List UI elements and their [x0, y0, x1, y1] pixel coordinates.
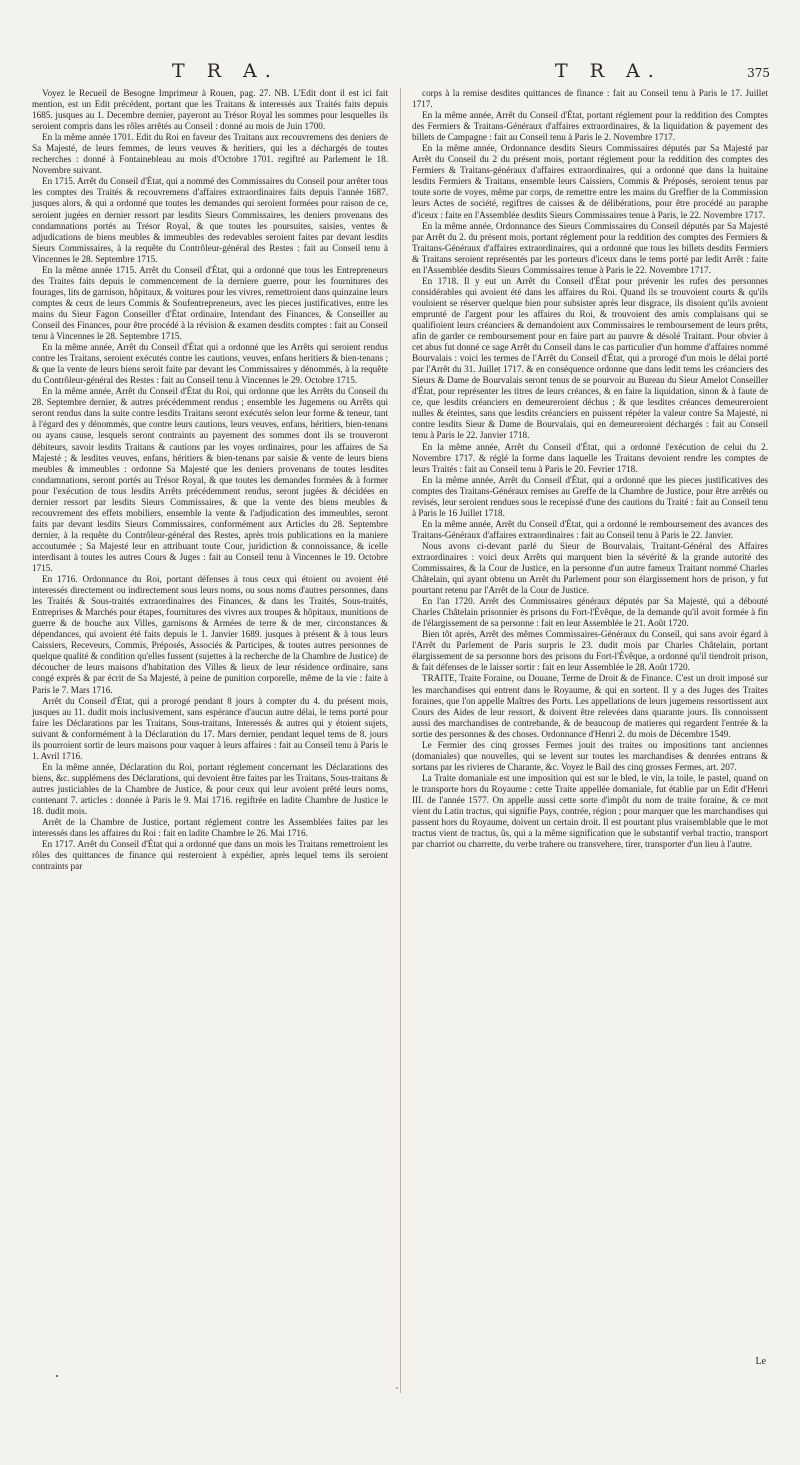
right-column-paragraph: En 1718. Il y eut un Arrêt du Conseil d'État pour prévenir les rufes des personnes considérables qui avoient été dans les affaires du Roi. Quand ils se trouvoient courts & qu'ils vouloient se réserver quelque bien pour subsister après leur disgrace, ils disoient qu'ils avoient emprunté de l'argent pour les affaires du Roi, & trouvoient des amis complaisans qui se qualifioient leurs créanciers & demandoient aux Commissaires le remboursement de leurs prêts, afin de garder ce remboursement pour en faire part au pauvre & désolé Traitant. Pour obvier à cet abus fut donné ce sage Arrêt du Conseil dans le cas particulier d'un homme d'affaires nommé Bourvalais : voici les termes de l'Arrêt du Conseil d'État, qui a prorogé d'un mois le délai porté par l'Arrêt du 31. Juillet 1717. & en conséquence ordonne que dans ledit tems les créanciers des Sieurs & Dame de Bourvalais seront tenus de se pourvoir au Bureau du Sieur Amelot Conseiller d'État, pour représenter les titres de leurs créances, & en faire la liquidation, sinon & à faute de ce, que lesdits créanciers en demeureroient déchus ; & que lesdites créances demeureroient nulles & éteintes, sans que lesdits créanciers en puissent répéter la valeur contre Sa Majesté, ni contre lesdits Sieur & Dame de Bourvalais, qui en demeureroient déchargés : fait au Conseil tenu à Paris le 22. Janvier 1718.	[412, 275, 768, 441]
ink-speck	[396, 1387, 398, 1389]
catchword: Le	[755, 1356, 766, 1367]
right-column-paragraph: En la même année, Ordonnance des Sieurs Commissaires du Conseil députés par Sa Majesté par Arrêt du 2. du présent mois, portant réglement pour la reddition des comptes des Fermiers & Traitans-Généraux d'affaires extraordinaires, qui a ordonné que tous les billets desdits Fermiers & Traitans seroient représentés par les porteurs d'iceux dans le tems porté par ledit Arrêt : faite en l'Assemblée desdits Sieurs Commissaires tenue à Paris le 22. Novembre 1717.	[412, 220, 768, 275]
running-head-right: T R A.	[555, 60, 662, 82]
right-column-paragraph: En la même année, Arrêt du Conseil d'État, qui a ordonné le remboursement des avances des Traitans-Généraux d'affaires extraordinaires : fait au Conseil tenu à Paris le 22. Janvier.	[412, 518, 768, 540]
right-column-paragraph: En la même année, Ordonnance desdits Sieurs Commissaires députés par Sa Majesté par Arrêt du Conseil du 2 du présent mois, portant réglement pour la reddition des comptes des Fermiers & Traitans-généraux d'affaires extraordinaires, qui a ordonné que dans la huitaine lesdits Fermiers & Traitans, ensemble leurs Caissiers, Commis & Préposés, seroient tenus par toute sorte de voyes, même par corps, de remettre entre les mains du Greffier de la Commission leurs Actes de société, regiftres de caisses & de délibérations, pour être procédé au paraphe d'iceux : faite en l'Assemblée desdits Sieurs Commissaires tenue à Paris, le 22. Novembre 1717.	[412, 143, 768, 220]
right-column-paragraph: En la même année, Arrêt du Conseil d'État, portant réglement pour la reddition des Comptes des Fermiers & Traitans-Généraux d'affaires extraordinaires, & la liquidation & payement des billets de Campagne : fait au Conseil tenu à Paris le 2. Novembre 1717.	[412, 110, 768, 143]
left-column-paragraph: Voyez le Recueil de Besogne Imprimeur à Rouen, pag. 27. NB. L'Edit dont il est ici fait mention, est un Edit précédent, portant que les Traitans & interessés aux Traités faits depuis 1685. jusques au 1. Decembre dernier, payeront au Trésor Royal les sommes pour lesquelles ils seroient compris dans les rôles arrêtés au Conseil : donné au mois de Juin 1700.	[32, 88, 388, 132]
right-column-paragraph: corps à la remise desdites quittances de finance : fait au Conseil tenu à Paris le 17. Juillet 1717.	[412, 88, 768, 110]
left-column-paragraph: Arrêt de la Chambre de Justice, portant réglement contre les Assemblées faites par les interessés dans les affaires du Roi : fait en ladite Chambre le 26. Mai 1716.	[32, 817, 388, 839]
left-column-paragraph: Arrêt du Conseil d'État, qui a prorogé pendant 8 jours à compter du 4. du présent mois, jusques au 11. dudit mois inclusivement, sans espérance d'aucun autre délai, le tems porté pour faire les Déclarations par les Traitans, Sous-traitans, Interessés & autres qui y étoient sujets, suivant & conformément à la Déclaration du 17. Mars dernier, pendant lequel tems de 8. jours ils pourroient sortir de leurs maisons pour vaquer à leurs affaires : fait au Conseil tenu à Paris le 1. Avril 1716.	[32, 695, 388, 761]
left-column-paragraph: En la même année 1701. Edit du Roi en faveur des Traitans aux recouvremens des deniers de Sa Majesté, de leurs femmes, de leurs veuves & heritiers, qui les a déchargés de toutes recherches : donné à Fontainebleau au mois d'Octobre 1701. regiftré au Parlement le 18. Novembre suivant.	[32, 132, 388, 176]
page-number: 375	[747, 66, 770, 80]
right-column-paragraph: La Traite domaniale est une imposition qui est sur le bled, le vin, la toile, le pastel, quand on le transporte hors du Royaume : cette Traite appellée domaniale, fut établie par un Edit d'Henri III. de l'année 1577. On appelle aussi cette sorte d'impôt du nom de traite foraine, & ce mot vient du Latin tractus, qui signifie Pays, contrée, région ; pour marquer que les marchandises qui passent hors du Royaume, doivent un certain droit. Il est pourtant plus vraisemblable que le mot tractus vient de tractus, ûs, qui a la même signification que le substantif verbal tractio, transport par charriot ou charrette, du verbe trahere ou transvehere, tirer, transporter d'un lieu à l'autre.	[412, 772, 768, 850]
right-column-paragraph: Nous avons ci-devant parlé du Sieur de Bourvalais, Traitant-Général des Affaires extraordinaires : voici deux Arrêts qui marquent bien la sévérité & la grande autorité des Commissaires, & la Cour de Justice, en la personne d'un autre fameux Traitant nommé Charles Châtelain, qui ayant obtenu un Arrêt du Parlement pour son élargissement hors de prison, y fut pourtant retenu par l'Arrêt de la Cour de Justice.	[412, 540, 768, 596]
right-column-paragraph: TRAITE, Traite Foraine, ou Douane, Terme de Droit & de Finance. C'est un droit imposé sur les marchandises qui entrent dans le Royaume, & qui en sortent. Il y a des Juges des Traites foraines, que l'on appelle Maîtres des Ports. Les appellations de leurs jugemens ressortissent aux Cours des Aides de leur ressort, & doivent être relevées dans quarante jours. Ils connoissent aussi des marchandises de contrebande, & de beaucoup de matieres qui regardent l'entrée & la sortie des personnes & des choses. Ordonnance d'Henri 2. du mois de Décembre 1549.	[412, 673, 768, 739]
running-head-left: T R A.	[172, 60, 279, 82]
right-column-paragraph: Le Fermier des cinq grosses Fermes jouit des traites ou impositions tant anciennes (domaniales) que nouvelles, qui se levent sur toutes les marchandises & denrées entrans & sortans par les rivieres de Charante, &c. Voyez le Bail des cinq grosses Fermes, art. 207.	[412, 739, 768, 772]
right-column-paragraph: En la même année, Arrêt du Conseil d'État, qui a ordonné que les pieces justificatives des comptes des Traitans-Généraux remises au Greffe de la Chambre de Justice, pour être arrêtés ou revisés, leur seroient rendues sous le recepissé d'une des cautions du Traité : fait au Conseil tenu à Paris le 16 Juillet 1718.	[412, 474, 768, 518]
right-column-paragraph: Bien tôt après, Arrêt des mêmes Commissaires-Généraux du Conseil, qui sans avoir égard à l'Arrêt du Parlement de Paris surpris le 23. dudit mois par Charles Châtelain, portant élargissement de sa personne hors des prisons du Fort-l'Évêque, a ordonné qu'il tiendroit prison, & fait défenses de le laisser sortir : fait en leur Assemblée le 28. Août 1720.	[412, 629, 768, 673]
left-column-paragraph: En la même année, Déclaration du Roi, portant réglement concernant les Déclarations des biens, &c. supplémens des Déclarations, qui devoient être faites par les Traitans, Sous-traitans & autres justiciables de la Chambre de Justice, & pour ceux qui leur avoient prêté leurs noms, contenant 7. articles : donnée à Paris le 9. Mai 1716. regiftrée en ladite Chambre de Justice le 18. dudit mois.	[32, 761, 388, 817]
right-column-paragraph: En l'an 1720. Arrêt des Commissaires généraux députés par Sa Majesté, qui a débouté Charles Châtelain prisonnier ès prisons du Fort-l'Évêque, de la demande qu'il avoit formée à fin de l'élargissement de sa personne : fait en leur Assemblée le 21. Août 1720.	[412, 596, 768, 629]
left-column-paragraph: En 1716. Ordonnance du Roi, portant défenses à tous ceux qui étoient ou avoient été interessés directement ou indirectement sous leurs noms, ou sous noms d'autres personnes, dans les Traités & Sous-traités extraordinaires des Finances, & dans les Traités, Sous-traités, Entreprises & Marchés pour étapes, fournitures des vivres aux troupes & hôpitaux, munitions de guerre & de bouche aux Villes, garnisons & Armées de terre & de mer, circonstances & dépendances, qui avoient été faits depuis le 1. Janvier 1689. jusques à présent & à tous leurs Caissiers, Receveurs, Commis, Préposés, Associés & Participes, & toutes autres personnes de quelque qualité & condition qu'elles fussent (sujettes à la recherche de la Chambre de Justice) de découcher de leurs maisons d'habitation des Villes & lieux de leur résidence ordinaire, sans congé exprès & par écrit de Sa Majesté, à peine de punition corporelle, même de la vie : faite à Paris le 7. Mars 1716.	[32, 574, 388, 695]
right-column-paragraph: En la même année, Arrêt du Conseil d'État, qui a ordonné l'exécution de celui du 2. Novembre 1717. & réglé la forme dans laquelle les Traitans devoient rendre les comptes de leurs Traités : fait au Conseil tenu à Paris le 20. Fevrier 1718.	[412, 441, 768, 474]
ink-speck	[56, 1375, 58, 1377]
left-column-paragraph: En la même année 1715. Arrêt du Conseil d'État, qui a ordonné que tous les Entrepreneurs des Traites faits depuis le commencement de la derniere guerre, pour les fournitures des fourages, lits de garnison, hôpitaux, & voitures pour les vivres, remettroient dans quinzaine leurs comptes & ceux de leurs Commis & Soufentrepreneurs, avec les pieces justificatives, entre les mains du Sieur Fagon Conseiller d'État ordinaire, Intendant des Finances, & Conseiller au Conseil des Finances, pour être procédé à la révision & examen desdits comptes : fait au Conseil tenu à Vincennes le 28. Septembre 1715.	[32, 264, 388, 342]
left-column-paragraph: En 1717. Arrêt du Conseil d'État qui a ordonné que dans un mois les Traitans remettroient les rôles des quittances de finance qui resteroient à expédier, après lequel tems ils seroient contraints par	[32, 839, 388, 872]
left-column-paragraph: En 1715. Arrêt du Conseil d'État, qui a nommé des Commissaires du Conseil pour arrêter tous les comptes des Traités & recouvremens d'affaires extraordinaires faits depuis l'année 1687. jusques alors, & qui a ordonné que toutes les demandes qui seroient formées pour raison de ce, seroient jugées en dernier ressort par lesdits Sieurs Commissaires, les deniers provenans des condamnations portés au Trésor Royal, & que toutes les poursuites, saisies, ventes & adjudications de biens meubles & immeubles des redevables seroient faites par devant lesdits Sieurs Commissaires, à la requête du Contrôleur-général des Restes : fait au Conseil tenu à Vincennes le 28. Septembre 1715.	[32, 176, 388, 264]
left-column-paragraph: En la même année, Arrêt du Conseil d'État du Roi, qui ordonne que les Arrêts du Conseil du 28. Septembre dernier, & autres précédemment rendus ; ensemble les Jugemens ou Arrêts qui seront rendus dans la suite contre lesdits Traitans seront exécutés selon leur forme & teneur, tant à l'égard des y dénommés, que contre leurs cautions, leurs veuves, enfans, héritiers, bien-tenans ou ayans cause, lesquels seront contraints au payement des sommes dont ils se trouveront débiteurs, savoir lesdits Traitans & cautions par les voyes ordinaires, pour les affaires de Sa Majesté ; & lesdites veuves, enfans, héritiers & bien-tenans par saisie & vente de leurs biens meubles & immeubles : ordonne Sa Majesté que les deniers provenans de toutes lesdites condamnations, seront portés au Trésor Royal, & que toutes les demandes formées & à former pour l'exécution de tous lesdits Arrêts précédemment rendus, seront jugées & décidées en dernier ressort par lesdits Sieurs Commissaires, & que la vente des biens meubles & recouvrement des effets mobiliers, ensemble la vente & l'adjudication des immeubles, seront faits par devant lesdits Sieurs Commissaires, conformément aux Articles du 28. Septembre dernier, à la requête du Contrôleur-général des Restes, après trois publications en la maniere accoutumée ; Sa Majesté leur en attribuant toute Cour, juridiction & connoissance, & icelle interdisant à toutes les autres Cours & Juges : fait au Conseil tenu à Vincennes le 19. Octobre 1715.	[32, 386, 388, 574]
left-column-paragraph: En la même année, Arrêt du Conseil d'État qui a ordonné que les Arrêts qui seroient rendus contre les Traitans, seroient exécutés contre les cautions, veuves, enfans heritiers & bien-tenans ; & que la vente de leurs biens seroit faite par devant les Commissaires y dénommés, à la requête du Contrôleur-général des Restes : fait au Conseil tenu à Vincennes le 29. Octobre 1715.	[32, 342, 388, 386]
